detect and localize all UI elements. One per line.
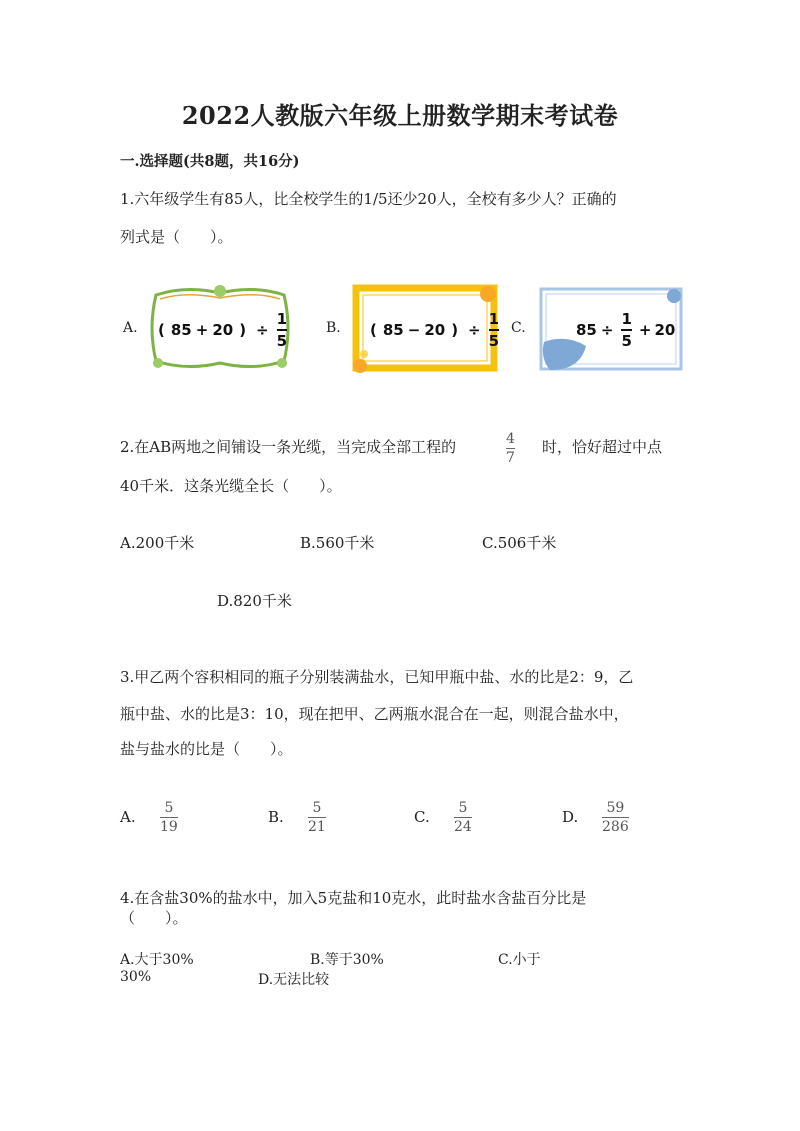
divide-sign: ÷	[256, 321, 269, 339]
right-paren: )	[451, 321, 459, 339]
denominator: 24	[454, 819, 472, 835]
operand-85: 85	[576, 321, 597, 339]
right-paren: )	[239, 321, 247, 339]
operand-20: 20	[654, 321, 676, 339]
q3-option-d-label: D.	[562, 808, 579, 826]
plus-sign: +	[638, 321, 652, 339]
q1-option-c-expression	[576, 305, 675, 355]
fraction-one-fifth	[621, 310, 631, 350]
q4-option-c: C.小于	[498, 952, 541, 968]
q1-line1: 1.六年级学生有85人，比全校学生的1/5还少20人，全校有多少人？正确的	[120, 190, 617, 208]
q2-line1-start: 2.在AB两地之间铺设一条光缆，当完成全部工程的	[120, 438, 457, 456]
fraction-bar	[489, 329, 499, 331]
q3-line1: 3.甲乙两个容积相同的瓶子分别装满盐水，已知甲瓶中盐、水的比是2：9，乙	[120, 668, 634, 686]
plus-sign: +	[195, 321, 209, 339]
denominator: 5	[276, 332, 288, 350]
q3-option-d-fraction	[602, 800, 629, 835]
q4-option-c-continued: 30%	[120, 969, 152, 985]
q1-option-a-expression	[158, 305, 291, 355]
q1-option-c-label: C.	[511, 320, 526, 336]
denominator: 19	[160, 819, 178, 835]
denominator: 5	[488, 332, 500, 350]
numerator: 5	[458, 800, 468, 816]
minus-sign: −	[407, 321, 421, 339]
q2-option-d: D.820千米	[217, 592, 292, 610]
section-heading: 一.选择题(共8题，共16分)	[120, 153, 300, 170]
q4-line1: 4.在含盐30%的盐水中，加入5克盐和10克水，此时盐水含盐百分比是	[120, 889, 587, 907]
page-title: 2022人教版六年级上册数学期末考试卷	[181, 101, 619, 130]
fraction-bar	[454, 817, 472, 818]
left-paren: (	[158, 321, 165, 339]
q4-option-a: A.大于30%	[120, 952, 194, 968]
left-paren: (	[370, 321, 377, 339]
fraction-bar	[602, 817, 629, 818]
q3-option-b-label: B.	[268, 808, 284, 826]
q2-option-c: C.506千米	[482, 534, 557, 552]
q1-option-b-label: B.	[326, 320, 341, 336]
q3-line3: 盐与盐水的比是（ ）。	[120, 740, 293, 758]
fraction-one-fifth	[277, 310, 287, 350]
fraction-one-fifth	[489, 310, 499, 350]
fraction-bar	[277, 329, 287, 331]
q2-fraction-four-sevenths	[506, 431, 515, 466]
numerator: 1	[621, 310, 632, 328]
operand-20: 20	[212, 321, 234, 339]
q3-option-c-fraction	[454, 800, 472, 835]
divide-sign: ÷	[600, 321, 614, 339]
q1-option-a-label: A.	[123, 320, 138, 336]
q4-option-d: D.无法比较	[258, 972, 330, 988]
q1-line2: 列式是（ ）。	[120, 228, 233, 246]
q2-option-a: A.200千米	[120, 534, 195, 552]
denominator: 286	[602, 819, 629, 835]
numerator: 4	[506, 431, 515, 447]
operand-85: 85	[170, 321, 192, 339]
q3-line2: 瓶中盐、水的比是3：10，现在把甲、乙两瓶水混合在一起，则混合盐水中，	[120, 705, 629, 723]
fraction-bar	[621, 329, 631, 331]
q1-option-b-expression	[370, 305, 503, 355]
fraction-bar	[506, 448, 515, 449]
q2-line1-end: 时，恰好超过中点	[542, 438, 663, 456]
fraction-bar	[160, 817, 178, 818]
q3-option-a-label: A.	[120, 808, 136, 826]
numerator: 59	[606, 800, 625, 816]
numerator: 5	[164, 800, 174, 816]
q4-line2: （ ）。	[120, 909, 188, 927]
q3-option-b-fraction	[308, 800, 326, 835]
q4-option-b: B.等于30%	[310, 952, 384, 968]
q2-line2: 40千米．这条光缆全长（ ）。	[120, 477, 342, 495]
q3-option-a-fraction	[160, 800, 178, 835]
denominator: 21	[308, 819, 326, 835]
fraction-bar	[308, 817, 326, 818]
denominator: 7	[506, 450, 515, 466]
q3-option-c-label: C.	[414, 808, 430, 826]
numerator: 5	[312, 800, 322, 816]
operand-85: 85	[382, 321, 404, 339]
divide-sign: ÷	[468, 321, 481, 339]
numerator: 1	[488, 310, 500, 328]
operand-20: 20	[424, 321, 446, 339]
q2-option-b: B.560千米	[300, 534, 375, 552]
denominator: 5	[621, 332, 632, 350]
numerator: 1	[276, 310, 288, 328]
